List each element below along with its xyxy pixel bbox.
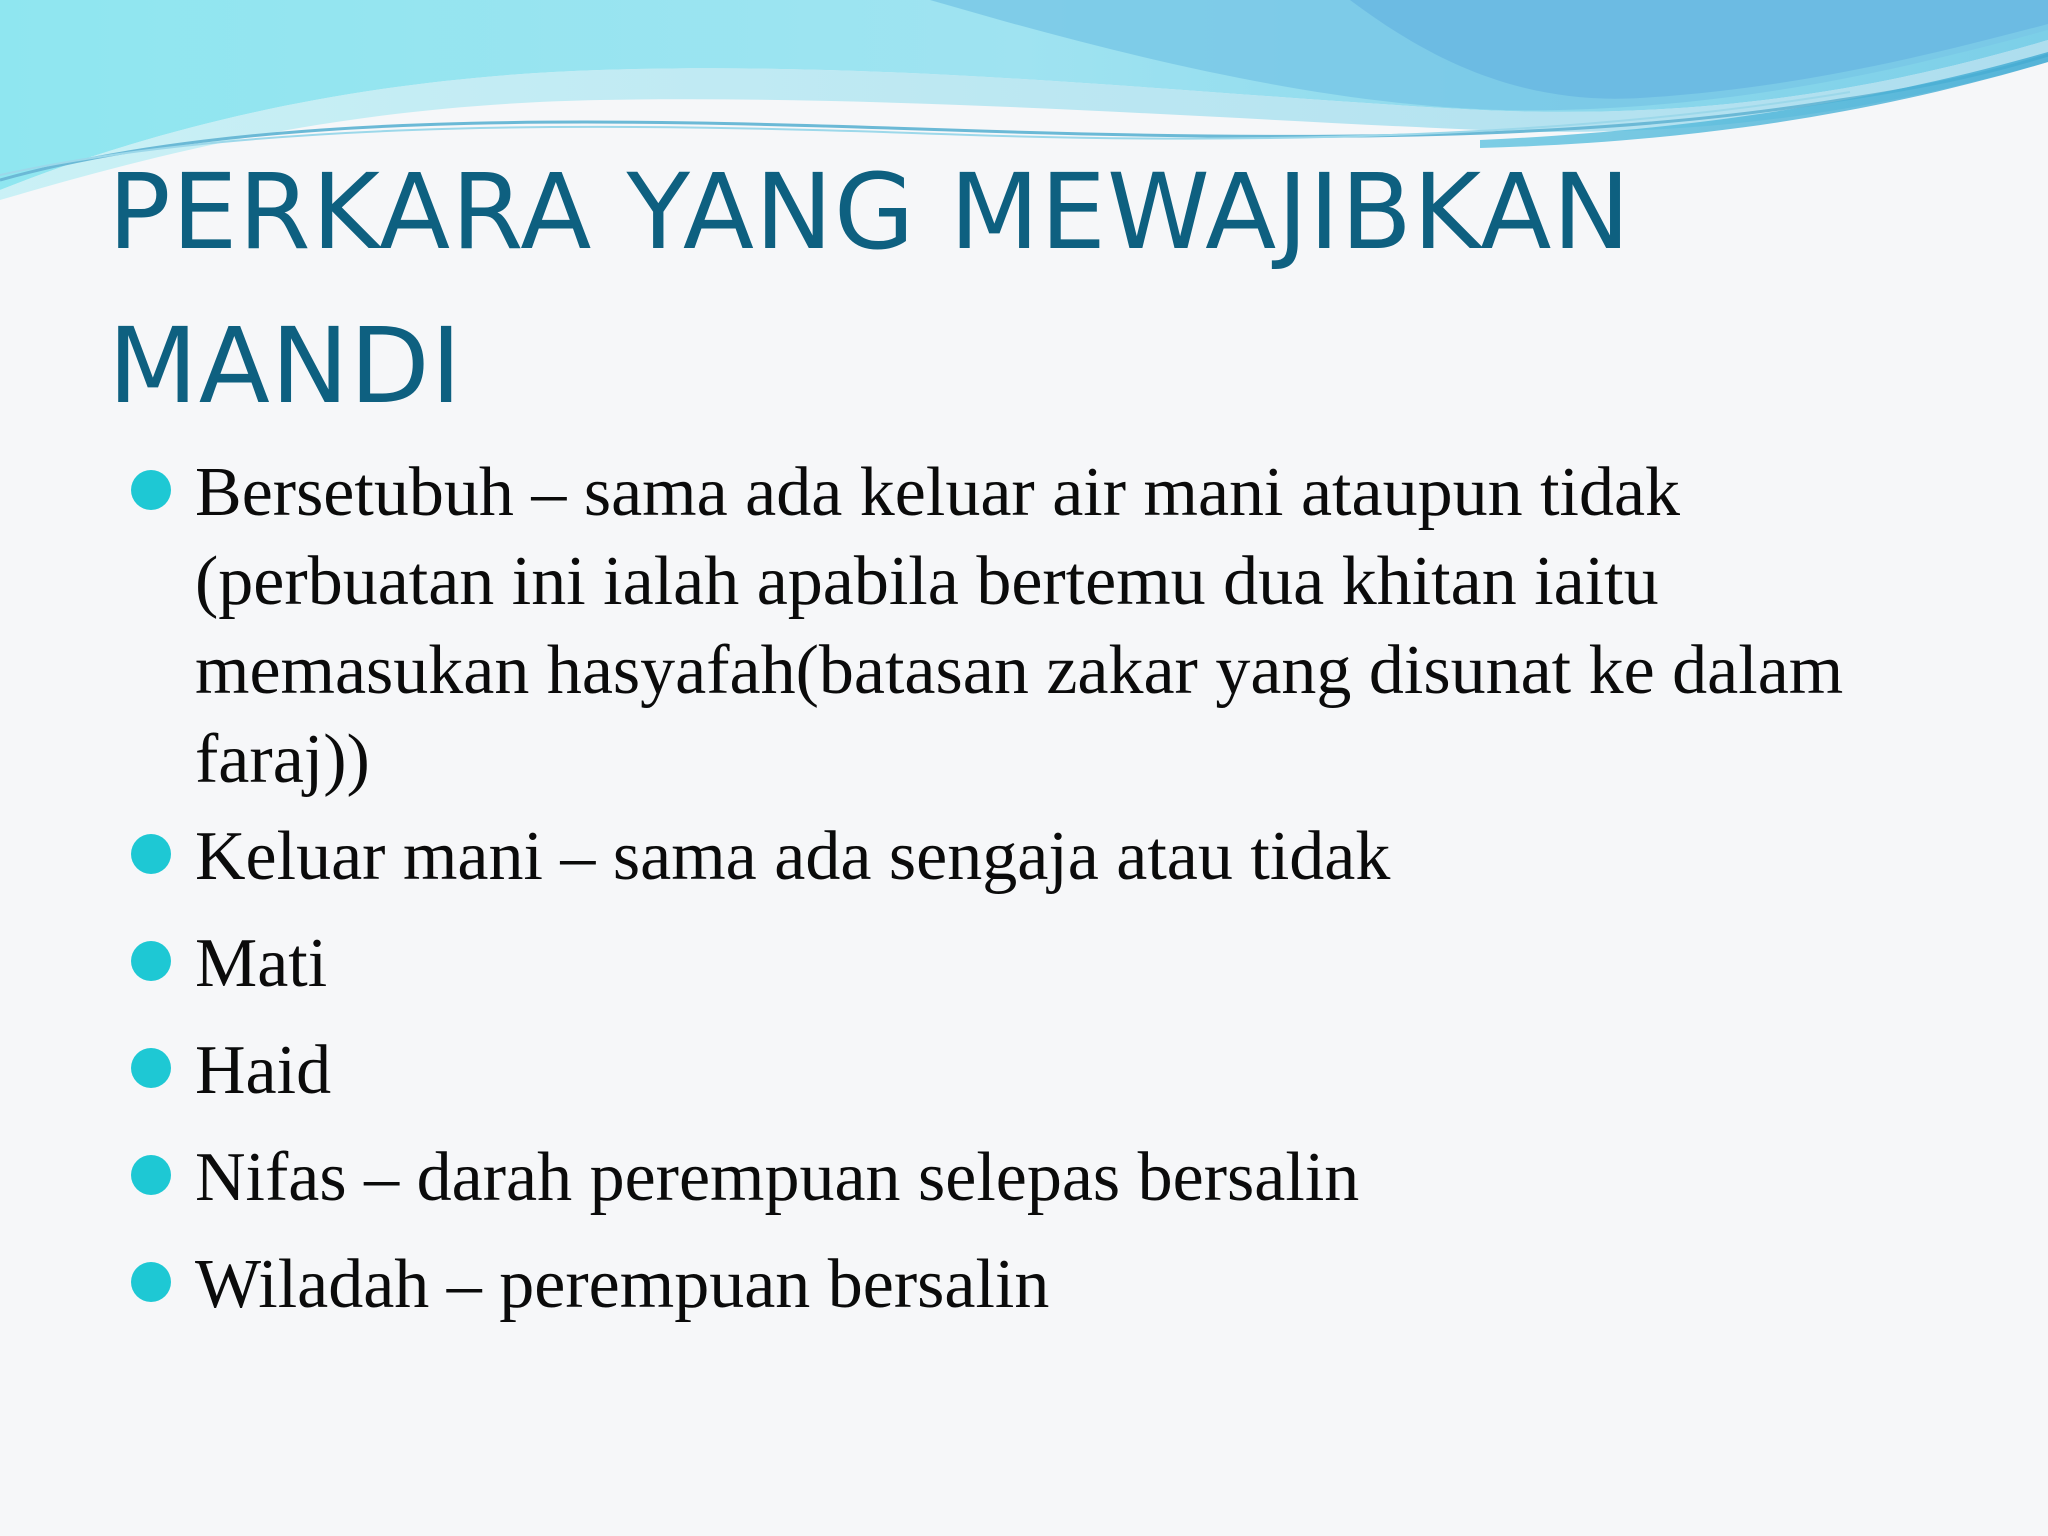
bullet-dot-icon <box>131 1262 171 1302</box>
bullet-text: Keluar mani – sama ada sengaja atau tidak <box>195 818 1391 895</box>
bullet-dot-icon <box>131 1048 171 1088</box>
bullet-list <box>125 448 1925 1347</box>
bullet-dot-icon <box>131 834 171 874</box>
bullet-dot-icon <box>131 470 171 510</box>
bullet-dot-icon <box>131 941 171 981</box>
bullet-text: Nifas – darah perempuan selepas bersalin <box>195 1139 1360 1216</box>
list-item <box>125 1026 1925 1115</box>
list-item <box>125 1133 1925 1222</box>
list-item <box>125 812 1925 901</box>
bullet-dot-icon <box>131 1155 171 1195</box>
bullet-text: Bersetubuh – sama ada keluar air mani ataupun tidak (perbuatan ini ialah apabila bertemu dua khitan iaitu memasukan hasyafah(batasan zakar yang disunat ke dalam faraj)) <box>195 454 1844 798</box>
bullet-text: Mati <box>195 925 328 1002</box>
list-item <box>125 1240 1925 1329</box>
list-item <box>125 448 1925 804</box>
bullet-text: Haid <box>195 1032 332 1109</box>
bullet-text: Wiladah – perempuan bersalin <box>195 1246 1050 1323</box>
list-item <box>125 919 1925 1008</box>
slide-title: PERKARA YANG MEWAJIBKAN MANDI <box>108 151 1632 427</box>
